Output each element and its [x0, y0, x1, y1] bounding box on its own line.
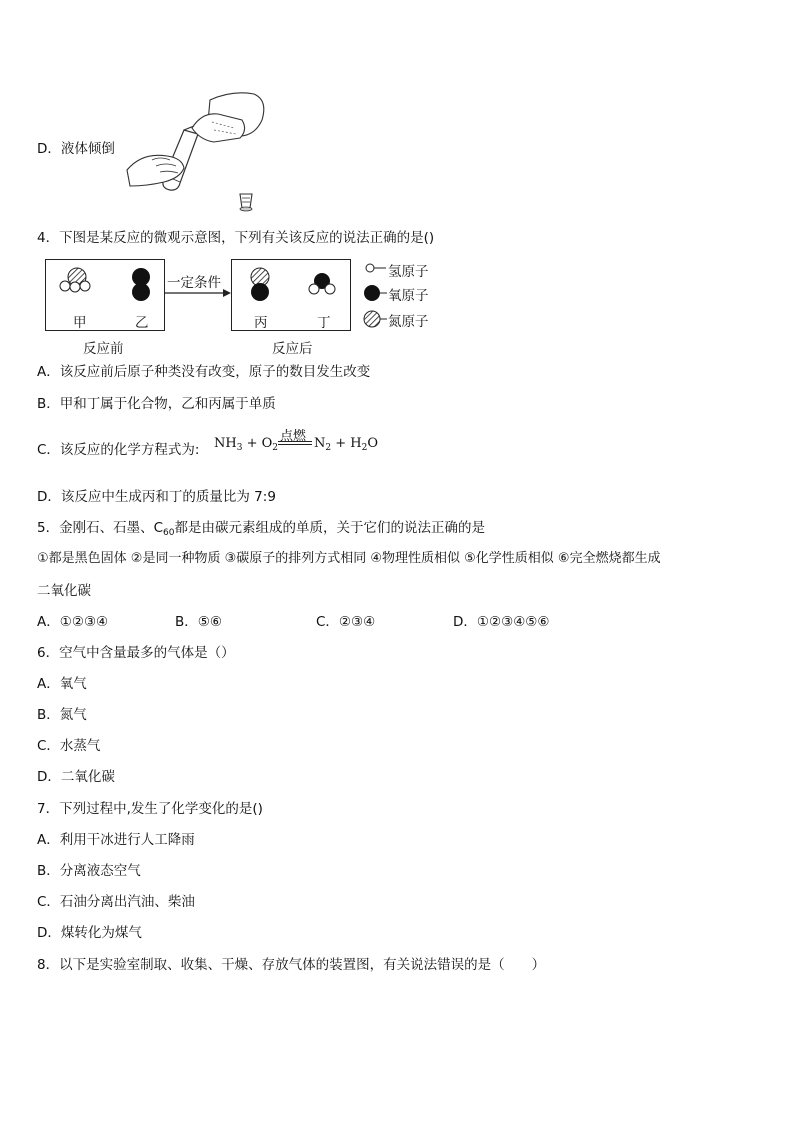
q8-stem: 8．以下是实验室制取、收集、干燥、存放气体的装置图，有关说法错误的是（ ）: [37, 957, 546, 973]
q6-option-b: B．氮气: [37, 707, 87, 723]
nitrogen-oxygen-molecule: [246, 266, 276, 306]
oxygen-molecule: [127, 266, 157, 306]
q5-option-c: C．②③④: [316, 614, 376, 630]
q4-option-c: C．该反应的化学方程式为:: [37, 442, 200, 458]
label-bing: 丙: [254, 315, 268, 331]
q7-stem: 7．下列过程中,发生了化学变化的是(): [37, 801, 263, 817]
reaction-arrow: [163, 288, 233, 298]
q5-statements-cont: 二氧化碳: [37, 583, 91, 599]
caption-after: 反应后: [272, 341, 313, 357]
chemical-equation: $NH_3 + O_2$ 点燃 $N_2 + H_2O$: [214, 428, 379, 453]
q4-stem: 4．下图是某反应的微观示意图，下列有关该反应的说法正确的是(): [37, 230, 435, 246]
label-yi: 乙: [135, 315, 149, 331]
ammonia-molecule: [58, 265, 98, 301]
legend-oxygen: 氧原子: [388, 288, 429, 304]
equation-condition: 点燃: [278, 437, 314, 451]
oxygen-legend-icon: [363, 283, 387, 303]
liquid-pouring-illustration: [122, 90, 272, 215]
q5-option-d: D．①②③④⑤⑥: [453, 614, 550, 630]
q5-option-b: B．⑤⑥: [175, 614, 222, 630]
reaction-condition: 一定条件: [167, 275, 221, 291]
q6-stem: 6．空气中含量最多的气体是（）: [37, 645, 235, 661]
q4-option-b: B．甲和丁属于化合物，乙和丙属于单质: [37, 396, 276, 412]
label-jia: 甲: [73, 315, 87, 331]
q6-option-a: A．氧气: [37, 676, 87, 692]
nitrogen-legend-icon: [363, 309, 387, 329]
q5-option-a: A．①②③④: [37, 614, 109, 630]
legend-nitrogen: 氮原子: [388, 314, 429, 330]
hydrogen-legend-icon: [365, 262, 387, 274]
legend-hydrogen: 氢原子: [388, 264, 429, 280]
q7-option-b: B．分离液态空气: [37, 863, 141, 879]
q7-option-a: A．利用干冰进行人工降雨: [37, 832, 195, 848]
q7-option-d: D．煤转化为煤气: [37, 925, 142, 941]
q6-option-c: C．水蒸气: [37, 738, 101, 754]
q6-option-d: D．二氧化碳: [37, 769, 115, 785]
q4-option-a: A．该反应前后原子种类没有改变，原子的数目发生改变: [37, 364, 371, 380]
q4-option-d: D．该反应中生成丙和丁的质量比为 7:9: [37, 489, 276, 505]
q5-stem: 5．金刚石、石墨、$C_{60}$都是由碳元素组成的单质，关于它们的说法正确的是: [37, 520, 485, 538]
q3-option-d: D．液体倾倒: [37, 141, 115, 157]
water-molecule: [304, 270, 340, 302]
q7-option-c: C．石油分离出汽油、柴油: [37, 894, 195, 910]
caption-before: 反应前: [83, 341, 124, 357]
q5-statements: ①都是黑色固体 ②是同一种物质 ③碳原子的排列方式相同 ④物理性质相似 ⑤化学性质相似 ⑥完全燃烧都生成: [37, 551, 661, 566]
label-ding: 丁: [317, 315, 331, 331]
